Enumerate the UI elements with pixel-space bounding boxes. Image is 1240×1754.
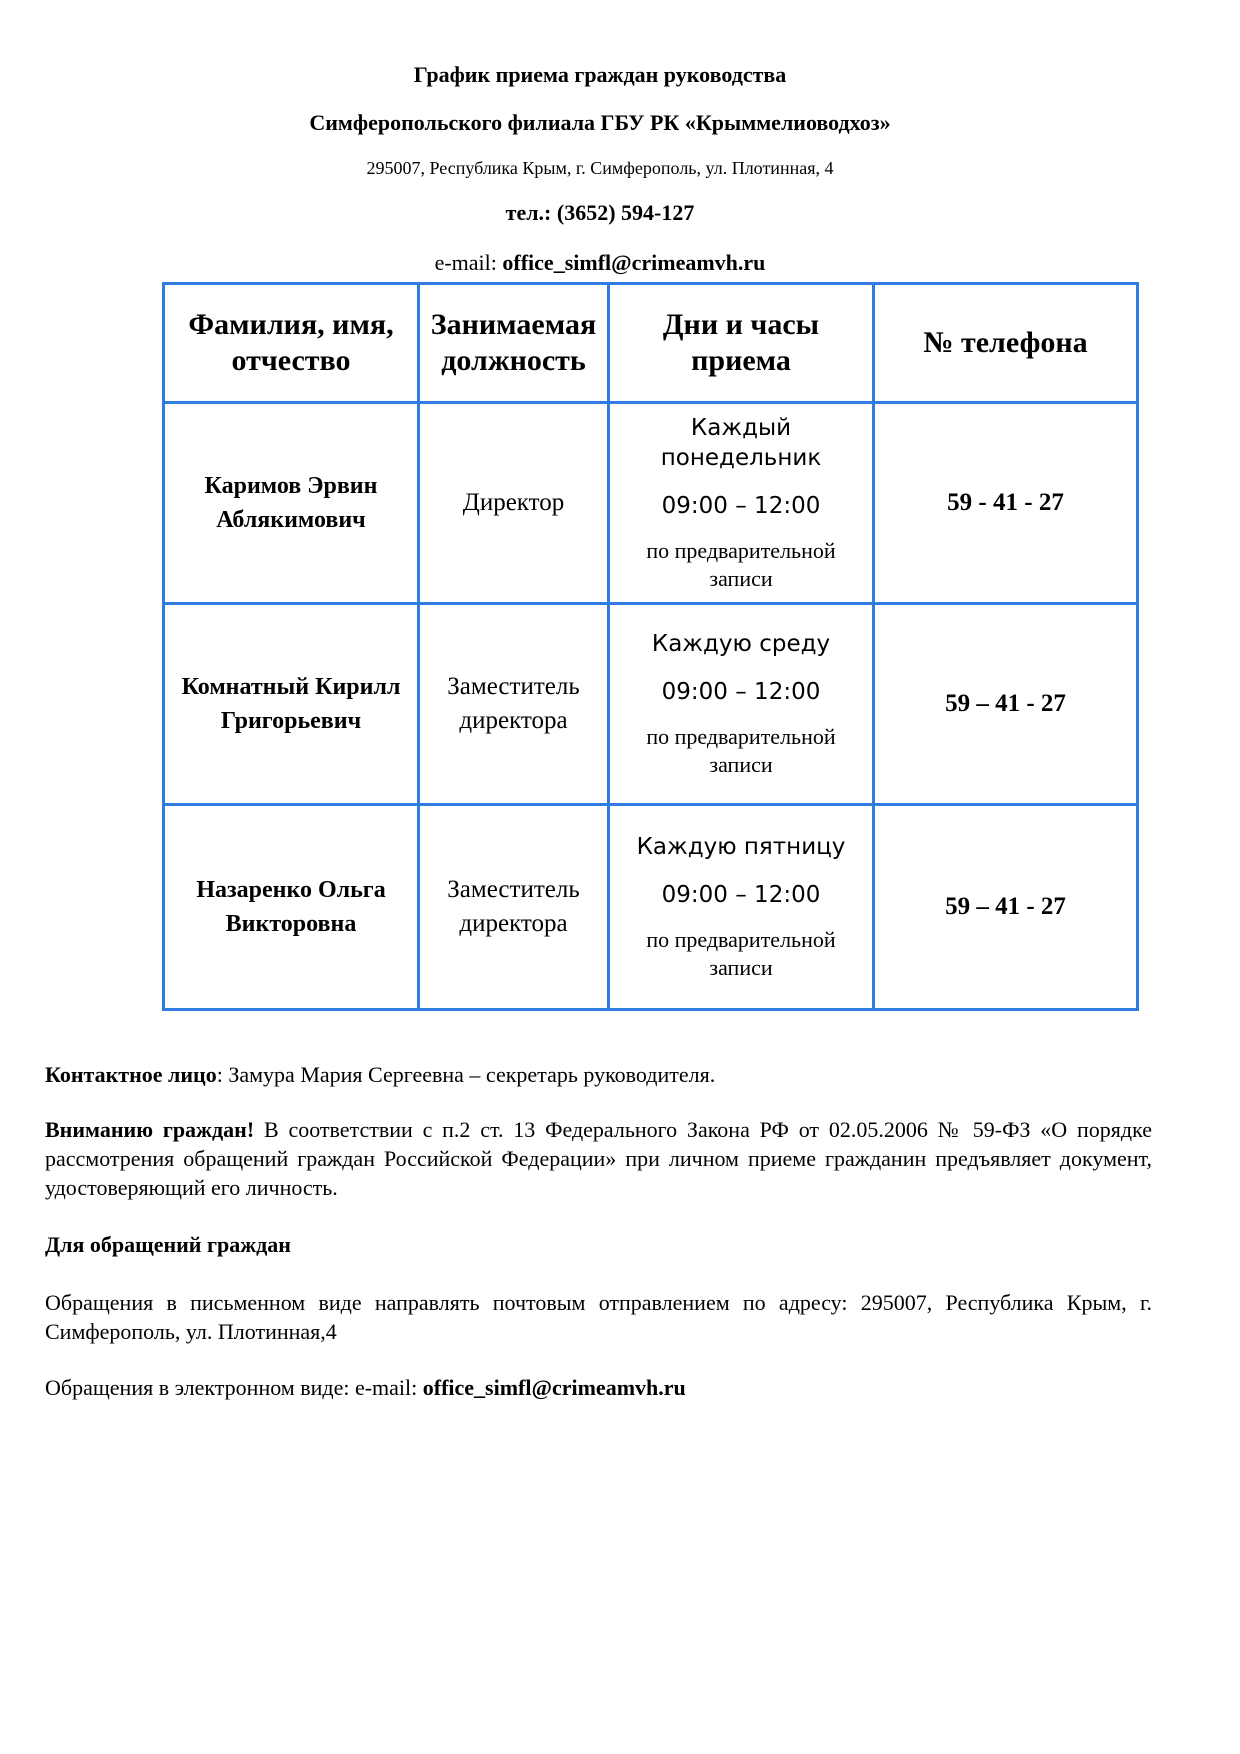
person-position: Директор: [419, 403, 609, 604]
person-position: Заместитель директора: [419, 604, 609, 805]
reception-note: по предварительной записи: [646, 724, 836, 777]
reception-day: Каждый понедельник: [660, 415, 822, 471]
reception-schedule: [609, 805, 874, 1010]
organization-name: Симферопольского филиала ГБУ РК «Крыммелиоводхоз»: [309, 110, 891, 135]
person-name: Каримов Эрвин Аблякимович: [164, 403, 419, 604]
person-phone: 59 – 41 - 27: [874, 805, 1138, 1010]
reception-day: Каждую пятницу: [636, 834, 846, 860]
column-header-schedule: Дни и часы приема: [609, 284, 874, 403]
reception-day: Каждую среду: [651, 631, 831, 657]
email-label: e-mail:: [434, 250, 497, 275]
column-header-position: Занимаемая должность: [419, 284, 609, 403]
document-title: График приема граждан руководства: [413, 62, 787, 87]
contact-person: [45, 1060, 1152, 1089]
organization-email-line: [0, 250, 1200, 276]
table-row: [164, 604, 1138, 805]
person-phone: 59 – 41 - 27: [874, 604, 1138, 805]
table-row: [164, 805, 1138, 1010]
reception-time: 09:00 – 12:00: [661, 679, 821, 705]
reception-schedule: [609, 604, 874, 805]
person-name: Комнатный Кирилл Григорьевич: [164, 604, 419, 805]
attention-notice: [45, 1115, 1152, 1202]
organization-address: 295007, Республика Крым, г. Симферополь, ул. Плотинная, 4: [366, 158, 834, 178]
contact-label: Контактное лицо: [45, 1062, 217, 1087]
reception-note: по предварительной записи: [646, 927, 836, 980]
appeals-email-line: [45, 1373, 1152, 1402]
reception-schedule-table: [162, 282, 1139, 1011]
attention-label: Вниманию граждан!: [45, 1117, 255, 1142]
table-header-row: [164, 284, 1138, 403]
reception-note: по предварительной записи: [646, 538, 836, 591]
appeals-email-address: office_simfl@crimeamvh.ru: [422, 1375, 686, 1400]
column-header-phone: № телефона: [874, 284, 1138, 403]
attention-text: В соответствии с п.2 ст. 13 Федерального Закона РФ от 02.05.2006 № 59-ФЗ «О порядке рассмотрения обращений граждан Российской Федерации» при личном приеме гражданин предъявляет документ, удостоверяющий его личность.: [45, 1117, 1152, 1200]
reception-time: 09:00 – 12:00: [661, 882, 821, 908]
organization-phone: тел.: (3652) 594-127: [505, 200, 695, 225]
contact-text: : Замура Мария Сергеевна – секретарь руководителя.: [216, 1062, 716, 1087]
person-name: Назаренко Ольга Викторовна: [164, 805, 419, 1010]
person-position: Заместитель директора: [419, 805, 609, 1010]
person-phone: 59 - 41 - 27: [874, 403, 1138, 604]
email-address: office_simfl@crimeamvh.ru: [502, 250, 766, 275]
reception-time: 09:00 – 12:00: [661, 493, 821, 519]
table-row: [164, 403, 1138, 604]
reception-schedule: [609, 403, 874, 604]
appeals-heading: Для обращений граждан: [45, 1232, 291, 1257]
appeals-email-text: Обращения в электронном виде: e-mail:: [45, 1375, 423, 1400]
column-header-name: Фамилия, имя, отчество: [164, 284, 419, 403]
appeals-mail-text: Обращения в письменном виде направлять почтовым отправлением по адресу: 295007, Республика Крым, г. Симферополь, ул. Плотинная,4: [45, 1290, 1152, 1344]
